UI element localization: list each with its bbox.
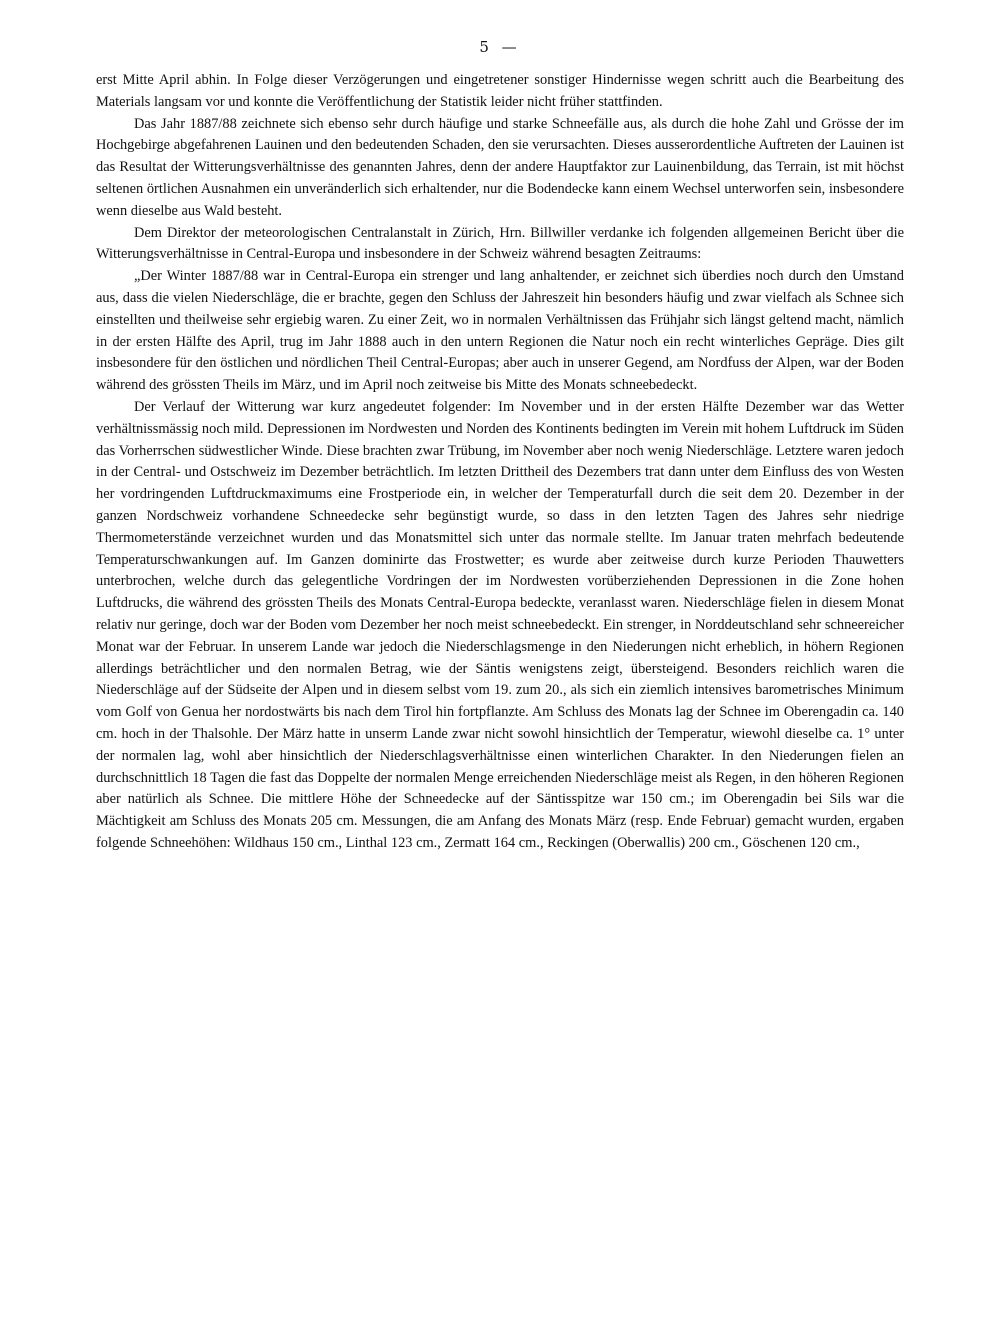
- paragraph-1: erst Mitte April abhin. In Folge dieser Verzögerungen und eingetretener sonstiger Hindernisse wegen schritt auch die Bearbeitung des Materials langsam vor und konnte die Veröffentlichung der Statistik leider nicht früher stattfinden.: [96, 72, 904, 110]
- page-number: 5 —: [479, 38, 521, 56]
- paragraph-4-quote: „Der Winter 1887/88 war in Central-Europa ein strenger und lang anhaltender, er zeichnet sich überdies noch durch den Umstand aus, dass die vielen Niederschläge, die er brachte, gegen den Schluss der Jahreszeit hin besonders häufig und zwar vielfach als Schnee sich einstellten und theilweise sehr ergiebig waren. Zu einer Zeit, wo in normalen Verhältnissen das Frühjahr sich längst geltend macht, nämlich in der ersten Hälfte des April, trug im Jahr 1888 auch in den untern Regionen die Natur noch ein recht winterliches Gepräge. Dies gilt insbesondere für den östlichen und nördlichen Theil Central-Europas; aber auch in unserer Gegend, am Nordfuss der Alpen, war der Boden während des grössten Theils im März, und im April noch zeitweise bis Mitte des Monats schneebedeckt.: [96, 268, 904, 394]
- paragraph-3: Dem Direktor der meteorologischen Centralanstalt in Zürich, Hrn. Billwiller verdanke ich folgenden allgemeinen Bericht über die Witterungsverhältnisse in Central-Europa und insbesondere in der Schweiz während besagten Zeitraums:: [96, 224, 904, 263]
- paragraph-2: Das Jahr 1887/88 zeichnete sich ebenso sehr durch häufige und starke Schneefälle aus, als durch die hohe Zahl und Grösse der im Hochgebirge abgefahrenen Lauinen und den bedeutenden Schaden, den sie verursachten. Dieses ausserordentliche Auftreten der Lauinen ist das Resultat der Witterungsverhältnisse des genannten Jahres, denn der andere Hauptfaktor zur Lauinenbildung, das Terrain, ist mit höchst seltenen örtlichen Ausnahmen ein unveränderlich sich erhaltender, nur die Bodendecke kann einem Wechsel unterworfen sein, insbesondere wenn dieselbe aus Wald besteht.: [96, 115, 904, 219]
- body-text: [96, 70, 904, 855]
- paragraph-5: Der Verlauf der Witterung war kurz angedeutet folgender: Im November und in der ersten Hälfte Dezember war das Wetter verhältnissmässig noch mild. Depressionen im Nordwesten und Norden des Kontinents bedingten im Verein mit hohem Luftdruck im Süden das Vorherrschen südwestlicher Winde. Diese brachten zwar Trübung, im November aber noch wenig Niederschläge. Letztere waren jedoch in der Central- und Ostschweiz im Dezember beträchtlich. Im letzten Drittheil des Dezembers trat dann unter dem Einfluss des von Westen her vordringenden Luftdruckmaximums eine Frostperiode ein, in welcher der Temperaturfall durch die seit dem 20. Dezember in der ganzen Nordschweiz vorhandene Schneedecke sehr begünstigt wurde, so dass in den letzten Tagen des Jahres sehr niedrige Thermometerstände verzeichnet wurden und das Monatsmittel sich unter das normale stellte. Im Januar traten mehrfach bedeutende Temperaturschwankungen auf. Im Ganzen dominirte das Frostwetter; es wurde aber zeitweise durch kurze Perioden Thauwetters unterbrochen, welche durch das gelegentliche Vordringen der im Nordwesten vorüberziehenden Depressionen in die Zone hohen Luftdrucks, die während des grössten Theils des Monats Central-Europa bedeckte, veranlasst waren. Niederschläge fielen in diesem Monat relativ nur geringe, doch war der Boden vom Dezember her noch meist schneebedeckt. Ein strenger, in Norddeutschland sehr schneereicher Monat war der Februar. In unserem Lande war jedoch die Niederschlagsmenge in den Niederungen nicht erheblich, in höhern Regionen allerdings beträchtlicher und den normalen Betrag, wie der Säntis wenigstens zeigt, übersteigend. Besonders reichlich waren die Niederschläge auf der Südseite der Alpen und in diesem selbst vom 19. zum 20., als sich ein ziemlich intensives barometrisches Minimum vom Golf von Genua her nordostwärts bis nach dem Tirol hin fortpflanzte. Am Schluss des Monats lag der Schnee im Oberengadin ca. 140 cm. hoch in der Thalsohle. Der März hatte in unserm Lande zwar nicht sowohl hinsichtlich der Temperatur, wiewohl dieselbe ca. 1° unter der normalen lag, wohl aber hinsichtlich der Niederschlagsverhältnisse einen winterlichen Charakter. In den Niederungen fielen an durchschnittlich 18 Tagen die fast das Doppelte der normalen Menge erreichenden Niederschläge meist als Regen, in den höheren Regionen aber natürlich als Schnee. Die mittlere Höhe der Schneedecke auf der Säntisspitze war 150 cm.; im Oberengadin bei Sils war die Mächtigkeit am Schluss des Monats 205 cm. Messungen, die am Anfang des Monats März (resp. Ende Februar) gemacht wurden, ergaben folgende Schneehöhen: Wildhaus 150 cm., Linthal 123 cm., Zermatt 164 cm., Reckingen (Oberwallis) 200 cm., Göschenen 120 cm.,: [96, 398, 904, 851]
